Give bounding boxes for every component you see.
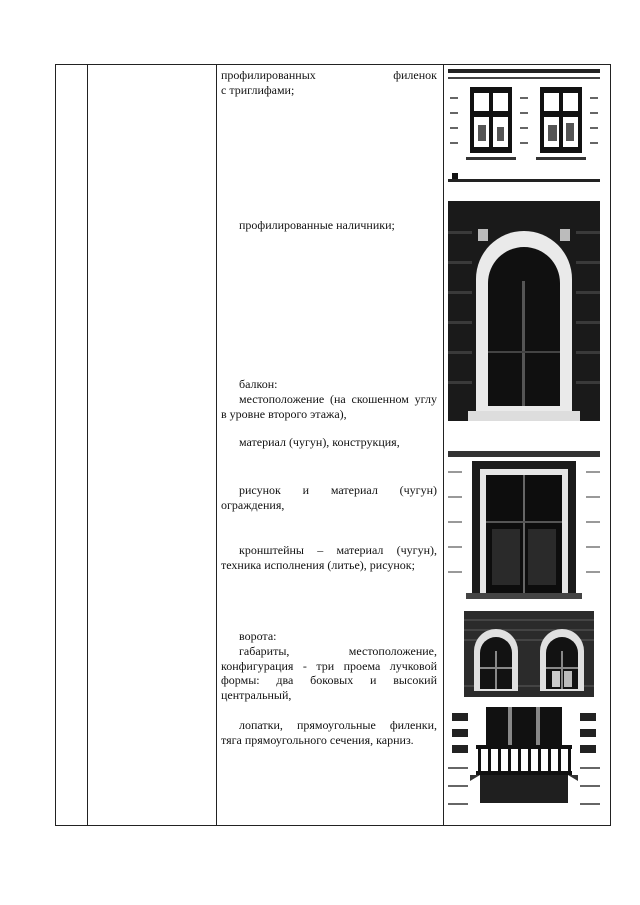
arched-windows-brick-photo	[464, 611, 594, 697]
windows-facade-photo	[448, 67, 600, 185]
balcony-photo	[448, 707, 600, 815]
item-text-part: с триглифами;	[221, 82, 295, 97]
item-balcony-material: материал (чугун), конструкция,	[239, 435, 400, 449]
item-pilasters: лопатки, прямоугольные филенки, тяга прямоугольного сечения, карниз.	[221, 718, 437, 747]
item-balcony-railing: рисунок и материал (чугун) ограждения,	[221, 483, 437, 512]
item-balcony-brackets: кронштейны – материал (чугун), техника исполнения (литье), рисунок;	[221, 543, 437, 572]
item-profiled-casings: профилированные наличники;	[239, 218, 395, 232]
arched-window-photo	[448, 201, 600, 429]
item-balcony-location: местоположение (на скошенном углу в уровне второго этажа),	[221, 392, 437, 421]
column-divider	[216, 65, 217, 825]
item-profiled-panels	[221, 68, 437, 97]
column-divider	[443, 65, 444, 825]
doorway-photo	[448, 451, 600, 601]
attributes-table	[55, 64, 611, 826]
item-text-part: филенок	[393, 68, 437, 82]
item-balcony-heading: балкон:	[239, 377, 278, 391]
column-divider	[87, 65, 88, 825]
item-gate-heading: ворота:	[239, 629, 277, 643]
item-text-part: профилированных	[221, 68, 316, 82]
item-gate-dimensions: габариты, местоположение, конфигурация - три проема лучковой формы: два боковых и высокий центральный,	[221, 644, 437, 702]
photo-column	[448, 65, 610, 825]
